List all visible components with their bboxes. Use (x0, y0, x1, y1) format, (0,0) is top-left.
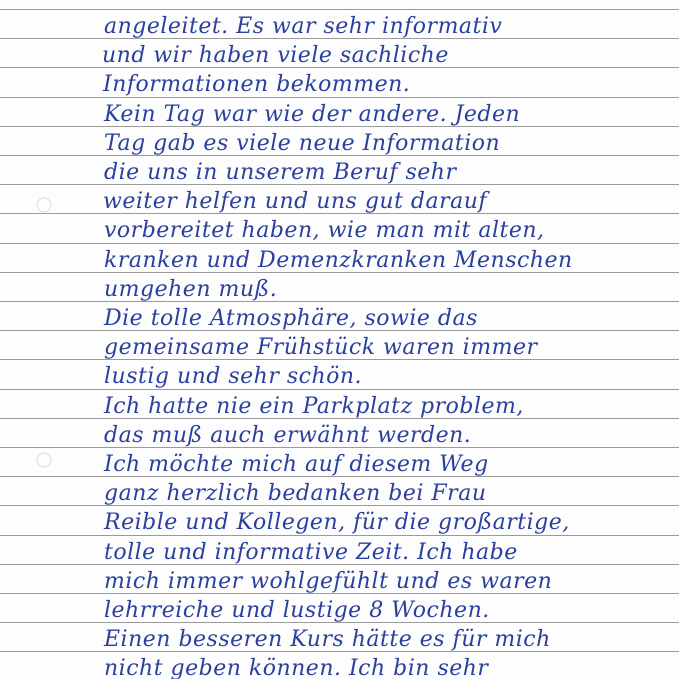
handwritten-line: lustig und sehr schön. (104, 364, 363, 389)
handwritten-line: Kein Tag war wie der andere. Jeden (104, 102, 521, 127)
handwritten-line: und wir haben viele sachliche (102, 43, 449, 68)
handwritten-line: Einen besseren Kurs hätte es für mich (104, 627, 551, 652)
handwritten-line: tolle und informative Zeit. Ich habe (104, 540, 518, 565)
handwritten-line: lehrreiche und lustige 8 Wochen. (104, 598, 490, 623)
handwritten-line: ganz herzlich bedanken bei Frau (104, 481, 487, 506)
handwritten-line: Reible und Kollegen, für die großartige, (104, 510, 570, 535)
handwritten-line: angeleitet. Es war sehr informativ (104, 14, 503, 39)
handwritten-line: Informationen bekommen. (103, 72, 411, 97)
punch-hole-mark (37, 453, 51, 467)
handwritten-line: vorbereitet haben, wie man mit alten, (104, 218, 545, 243)
handwritten-line: kranken und Demenzkranken Menschen (104, 248, 573, 273)
handwritten-line: die uns in unserem Beruf sehr (104, 160, 457, 185)
handwritten-line: Die tolle Atmosphäre, sowie das (104, 306, 478, 331)
handwritten-line: umgehen muß. (104, 277, 278, 302)
punch-hole-mark (37, 198, 51, 212)
handwritten-line: Tag gab es viele neue Information (104, 131, 501, 156)
handwritten-line: Ich hatte nie ein Parkplatz problem, (104, 394, 524, 419)
handwritten-line: weiter helfen und uns gut darauf (103, 189, 488, 214)
handwritten-line: Ich möchte mich auf diesem Weg (104, 452, 489, 477)
handwritten-line: das muß auch erwähnt werden. (104, 423, 472, 448)
handwritten-line: mich immer wohlgefühlt und es waren (104, 569, 553, 594)
handwritten-line: gemeinsame Frühstück waren immer (104, 335, 538, 360)
handwritten-line: nicht geben können. Ich bin sehr (104, 656, 489, 679)
